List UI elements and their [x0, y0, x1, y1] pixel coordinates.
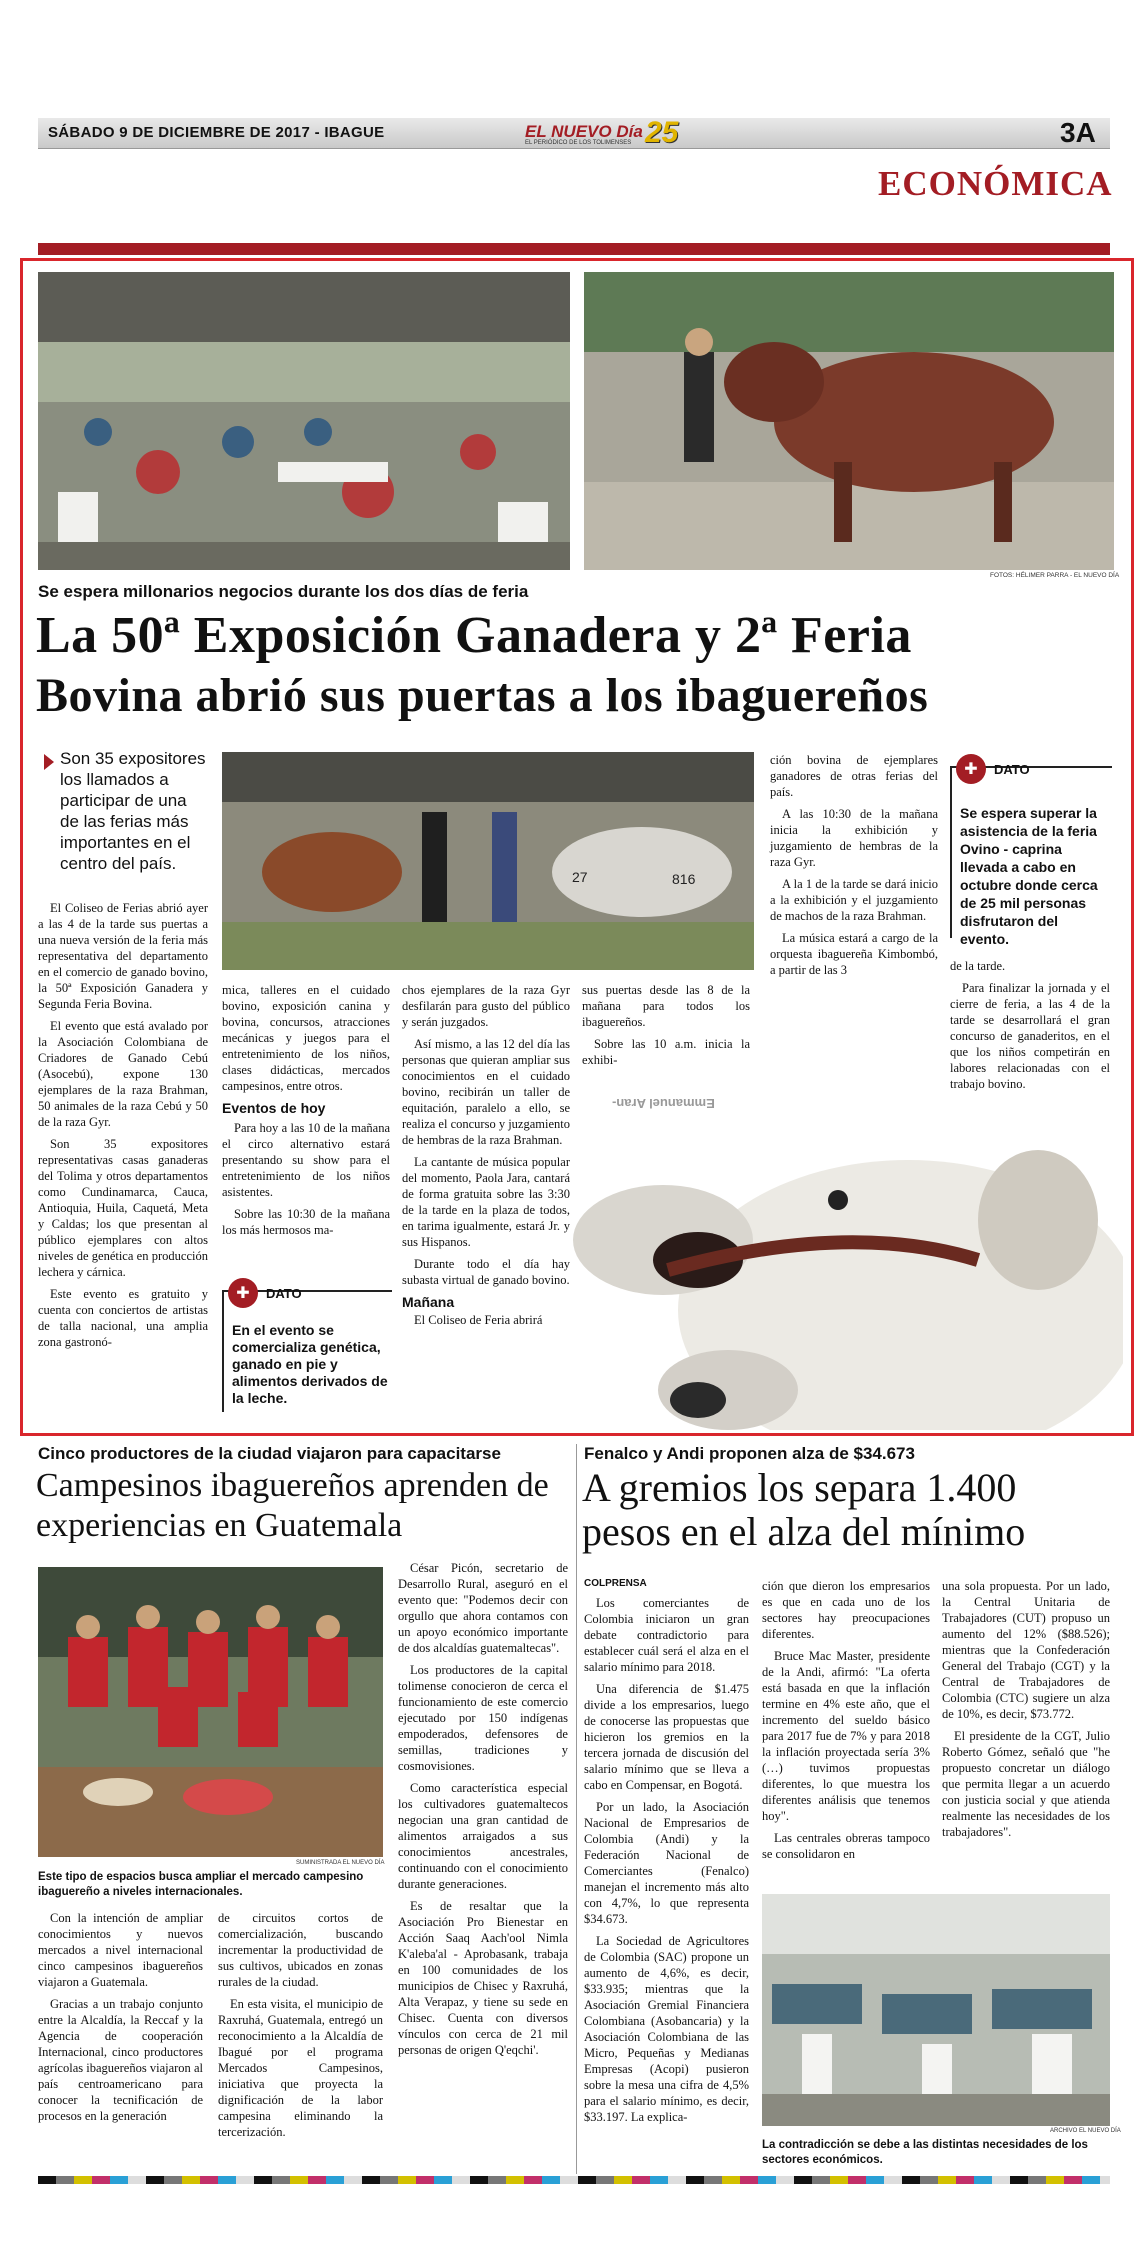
lead-text: Son 35 expositores los llamados a participar de una de las ferias más importantes en el centro del país.	[60, 749, 206, 873]
paragraph: Este evento es gratuito y cuenta con conciertos de artistas de talla nacional, una amplia zona gastronó-	[38, 1287, 208, 1349]
subhead-eventos: Eventos de hoy	[222, 1100, 326, 1116]
subhead-manana: Mañana	[402, 1294, 455, 1310]
dato-text: En el evento se comercializa genética, ganado en pie y alimentos derivados de la leche.	[232, 1322, 388, 1406]
main-col-6	[950, 958, 1110, 1098]
paragraph: de circuitos cortos de comercialización, buscando incrementar la productividad de sus cultivos, ubicados en zonas rurales de la ciudad.	[218, 1911, 383, 1989]
main-headline-line2: Bovina abrió sus puertas a los ibaguereños	[36, 669, 929, 722]
main-col-2	[222, 982, 390, 1244]
paragraph: En esta visita, el municipio de Raxruhá, Guatemala, entregó un reconocimiento a la Alcaldía de Ibagué por el programa Mercados Campesinos, iniciativa que proyecta la dignificación de la labor campesina eliminando la tercerización.	[218, 1997, 383, 2139]
paragraph: La música estará a cargo de la orquesta ibaguereña Kimbombó, a partir de las 3	[770, 931, 938, 977]
campesinos-col-right	[398, 1560, 568, 2064]
photo-feria-tents	[38, 272, 570, 570]
salario-photo-credit: ARCHIVO EL NUEVO DÍA	[1050, 2128, 1121, 2134]
anniversary-badge: 25	[645, 116, 679, 149]
salario-caption: La contradicción se debe a las distintas necesidades de los sectores económicos.	[762, 2139, 1088, 2166]
paragraph: Son 35 expositores representativas casas ganaderas del Tolima y otros departamentos como Cundinamarca, Cauca, Antioquia, Huila, Caquetá, Meta y Caldas; los que presentan al público ejemplares con altos niveles de genética en producción lechera y cárnica.	[38, 1137, 208, 1279]
dato-label: DATO	[994, 762, 1030, 777]
main-col-1	[38, 900, 208, 1356]
paragraph: César Picón, secretario de Desarrollo Rural, aseguró en el evento que: "Podemos decir con orgullo que ahora contamos con un apoyo económico importante de dos alcaldías guatemaltecas".	[398, 1561, 568, 1655]
paragraph: Las centrales obreras tampoco se consolidaron en	[762, 1831, 930, 1861]
logo-text: EL NUEVO Día	[525, 122, 643, 141]
paragraph: Para finalizar la jornada y el cierre de feria, a las 4 de la tarde se desarrollará el gran concurso de ganaderitos, en el que los niños competirán en labores relacionadas con el trabajo bovino.	[950, 981, 1110, 1091]
paragraph: una sola propuesta. Por un lado, la Central Unitaria de Trabajadores (CUT) propuso un aumento del 12% ($88.526); mientras que la Confederación General del Trabajo (CGT) y la Central de Trabajadores de Colombia (CTC) sugiere un alza de 10%, es decir, $73.772.	[942, 1579, 1110, 1721]
paragraph: mica, talleres en el cuidado bovino, exposición canina y bovina, concursos, atracciones mecánicas y juegos para el entretenimiento de los niños, clases didácticas, mercados campesinos, entre otros.	[222, 983, 390, 1093]
svg-text:27: 27	[572, 869, 588, 885]
paragraph: El Coliseo de Feria abrirá	[414, 1313, 543, 1327]
paragraph: La Sociedad de Agricultores de Colombia (SAC) propone un aumento de 4,6%, es decir, $33.935; mientras que la Asociación Gremial Financiera Colombiana (Asobancaria) y la Asociación Colombiana de las Micro, Pequeñas y Medianas Empresas (Acopi) pusieron sobre la mesa una cifra de 4,5% para el salario mínimo, es decir, $33.197. La explica-	[584, 1934, 749, 2124]
paragraph: El presidente de la CGT, Julio Roberto Gómez, señaló que "he propuesto concretar un diálogo que permita llegar a un acuerdo con justicia social y que atienda realmente las necesidades de los trabajadores".	[942, 1729, 1110, 1839]
photo-bull-handler	[584, 272, 1114, 570]
campesinos-photo-credit: SUMINISTRADA EL NUEVO DÍA	[296, 1860, 385, 1866]
newspaper-logo	[525, 118, 705, 152]
section-title: ECONÓMICA	[878, 164, 1113, 203]
paragraph: ción bovina de ejemplares ganadores de otras ferias del país.	[770, 753, 938, 799]
main-col-3	[402, 982, 570, 1334]
paragraph: Gracias a un trabajo conjunto entre la Alcaldía, la Reccaf y la Agencia de cooperación Internacional, cinco productores agrícolas ibaguereños viajaron al país centroamericano para conocer la tecnificación de procesos en la generación	[38, 1997, 203, 2123]
paragraph: Los productores de la capital tolimense conocieron de cerca el funcionamiento de este comercio ejecutado por 150 indígenas empoderados, defensores de semillas, tradiciones y cosmovisiones.	[398, 1663, 568, 1773]
main-headline-line1: La 50ª Exposición Ganadera y 2ª Feria	[36, 607, 912, 664]
column-divider	[576, 1444, 577, 2174]
paragraph: sus puertas desde las 8 de la mañana para todos los ibaguereños.	[582, 983, 750, 1029]
dato-label: DATO	[266, 1286, 302, 1301]
photo-cattle-exhibition	[222, 752, 754, 970]
paragraph: Sobre las 10 a.m. inicia la exhibi-	[582, 1037, 750, 1067]
salario-col-3	[942, 1578, 1110, 1846]
paragraph: Sobre las 10:30 de la mañana los más hermosos ma-	[222, 1207, 390, 1237]
paragraph: El evento que está avalado por la Asociación Colombiana de Criadores de Ganado Cebú (Asocebú), expone 130 ejemplares de la raza Brahman, 50 animales de la raza Cebú y 50 de la raza Gyr.	[38, 1019, 208, 1129]
paragraph: Como característica especial los cultivadores guatemaltecos negocian una gran cantidad de alimentos arraigados a sus conocimientos ancestrales, continuando con el conocimiento durante generaciones.	[398, 1781, 568, 1891]
paragraph: Con la intención de ampliar conocimientos y nuevos mercados a nivel internacional cinco campesinos ibaguereños viajaron a Guatemala.	[38, 1911, 203, 1989]
photo-factory-workers	[762, 1894, 1110, 2126]
paragraph: Bruce Mac Master, presidente de la Andi, afirmó: "La oferta está basada en que la inflación termine en 4% este año, que el incremento del sueldo básico para 2017 fue de 7% y para 2018 la inflación proyectada sería 3% (…) tuvimos propuestas diferentes, lo que muestra los diferentes análisis que tenemos hoy".	[762, 1649, 930, 1823]
lead-marker	[44, 754, 54, 770]
photo-campesinos-group	[38, 1567, 383, 1857]
paragraph: de la tarde.	[950, 959, 1006, 973]
paragraph: Es de resaltar que la Asociación Pro Bienestar en Acción Saaq Aach'ool Nimla K'aleba'al - Aprobasank, trabaja en 100 comunidades de los municipios de Chisec y Raxruhá, Alta Verapaz, y tiene su sede en Chisec. Cuenta con diversos vínculos con cerca de 21 mil personas de origen Q'eqchi'.	[398, 1899, 568, 2057]
dato-text: Se espera superar la asistencia de la feria Ovino - caprina llevada a cabo en octubre donde cerca de 25 mil personas disfrutaron del evento.	[960, 805, 1098, 947]
paragraph: chos ejemplares de la raza Gyr desfilarán para gusto del público y serán juzgados.	[402, 983, 570, 1029]
print-color-bar	[38, 2176, 1110, 2184]
photo-credit: FOTOS: HÉLIMER PARRA - EL NUEVO DÍA	[990, 572, 1120, 579]
paragraph: ción que dieron los empresarios es que en cada uno de los sectores hay preocupaciones diferentes.	[762, 1579, 930, 1641]
dato-box-2	[222, 1285, 392, 1412]
salario-col-1	[584, 1595, 749, 2131]
paragraph: El Coliseo de Ferias abrió ayer a las 4 de la tarde sus puertas a una nueva versión de la feria más representativa del departamento en el comercio de ganado bovino, la 50ª Exposición Ganadera y Segunda Feria Bovina.	[38, 901, 208, 1011]
paragraph: Durante todo el día hay subasta virtual de ganado bovino.	[402, 1257, 570, 1287]
paragraph: La cantante de música popular del momento, Paola Jara, cantará de forma gratuita sobre las 3:30 de la tarde en la plaza de todos, en tarima igualmente, estará Jr. y sus Hispanos.	[402, 1155, 570, 1249]
campesinos-col-mid	[218, 1910, 383, 2146]
salario-byline: COLPRENSA	[584, 1578, 647, 1589]
dato-icon: ✚	[228, 1278, 258, 1308]
salario-kicker: Fenalco y Andi proponen alza de $34.673	[584, 1444, 915, 1463]
paragraph: Para hoy a las 10 de la mañana el circo alternativo estará presentando su show para el entretenimiento de los niños asistentes.	[222, 1121, 390, 1199]
page-number: 3A	[1060, 117, 1096, 148]
campesinos-col-left	[38, 1910, 203, 2130]
section-rule	[38, 243, 1110, 255]
salario-headline: A gremios los separa 1.400 pesos en el alza del mínimo	[582, 1465, 1026, 1554]
paragraph: Por un lado, la Asociación Nacional de Empresarios de Colombia (Andi) y la Federación Nacional de Comerciantes (Fenalco) manejan el incremento más alto con 4,7%, lo que representa $34.673.	[584, 1800, 749, 1926]
campesinos-headline: Campesinos ibaguereños aprenden de experiencias en Guatemala	[36, 1467, 549, 1544]
salario-col-2	[762, 1578, 930, 1868]
paragraph: Así mismo, a las 12 del día las personas que quieran ampliar sus conocimientos en el cuidado bovino, recibirán un taller de equitación, paralelo a ello, se realiza el concurso y juzgamiento de hembras de la raza Brahman.	[402, 1037, 570, 1147]
paragraph: A las 10:30 de la mañana inicia la exhibición y juzgamiento de hembras de la raza Gyr.	[770, 807, 938, 869]
paragraph: A la 1 de la tarde se dará inicio a la exhibición y el juzgamiento de machos de la raza Brahman.	[770, 877, 938, 923]
dato-box-1	[950, 761, 1112, 947]
campesinos-caption: Este tipo de espacios busca ampliar el mercado campesino ibaguereño a niveles internacionales.	[38, 1871, 364, 1898]
dato-icon: ✚	[956, 754, 986, 784]
main-col-5	[770, 752, 938, 984]
header-date: SÁBADO 9 DE DICIEMBRE DE 2017 - IBAGUE	[48, 124, 385, 141]
paragraph: Una diferencia de $1.475 divide a los empresarios, luego de conocerse las propuestas que hicieron los gremios en la tercera jornada de discusión del salario mínimo que se lleva a cabo en Compensar, en Bogotá.	[584, 1682, 749, 1792]
main-kicker: Se espera millonarios negocios durante los dos días de feria	[38, 582, 529, 601]
logo-subtitle: EL PERIÓDICO DE LOS TOLIMENSES	[525, 140, 632, 146]
campesinos-kicker: Cinco productores de la ciudad viajaron para capacitarse	[38, 1444, 501, 1463]
svg-text:816: 816	[672, 871, 696, 887]
paragraph: Los comerciantes de Colombia iniciaron un gran debate contradictorio para establecer cuál será el alza en el salario mínimo para 2018.	[584, 1596, 749, 1674]
background-banner-text: Emmanuel Aran-	[612, 1096, 715, 1111]
